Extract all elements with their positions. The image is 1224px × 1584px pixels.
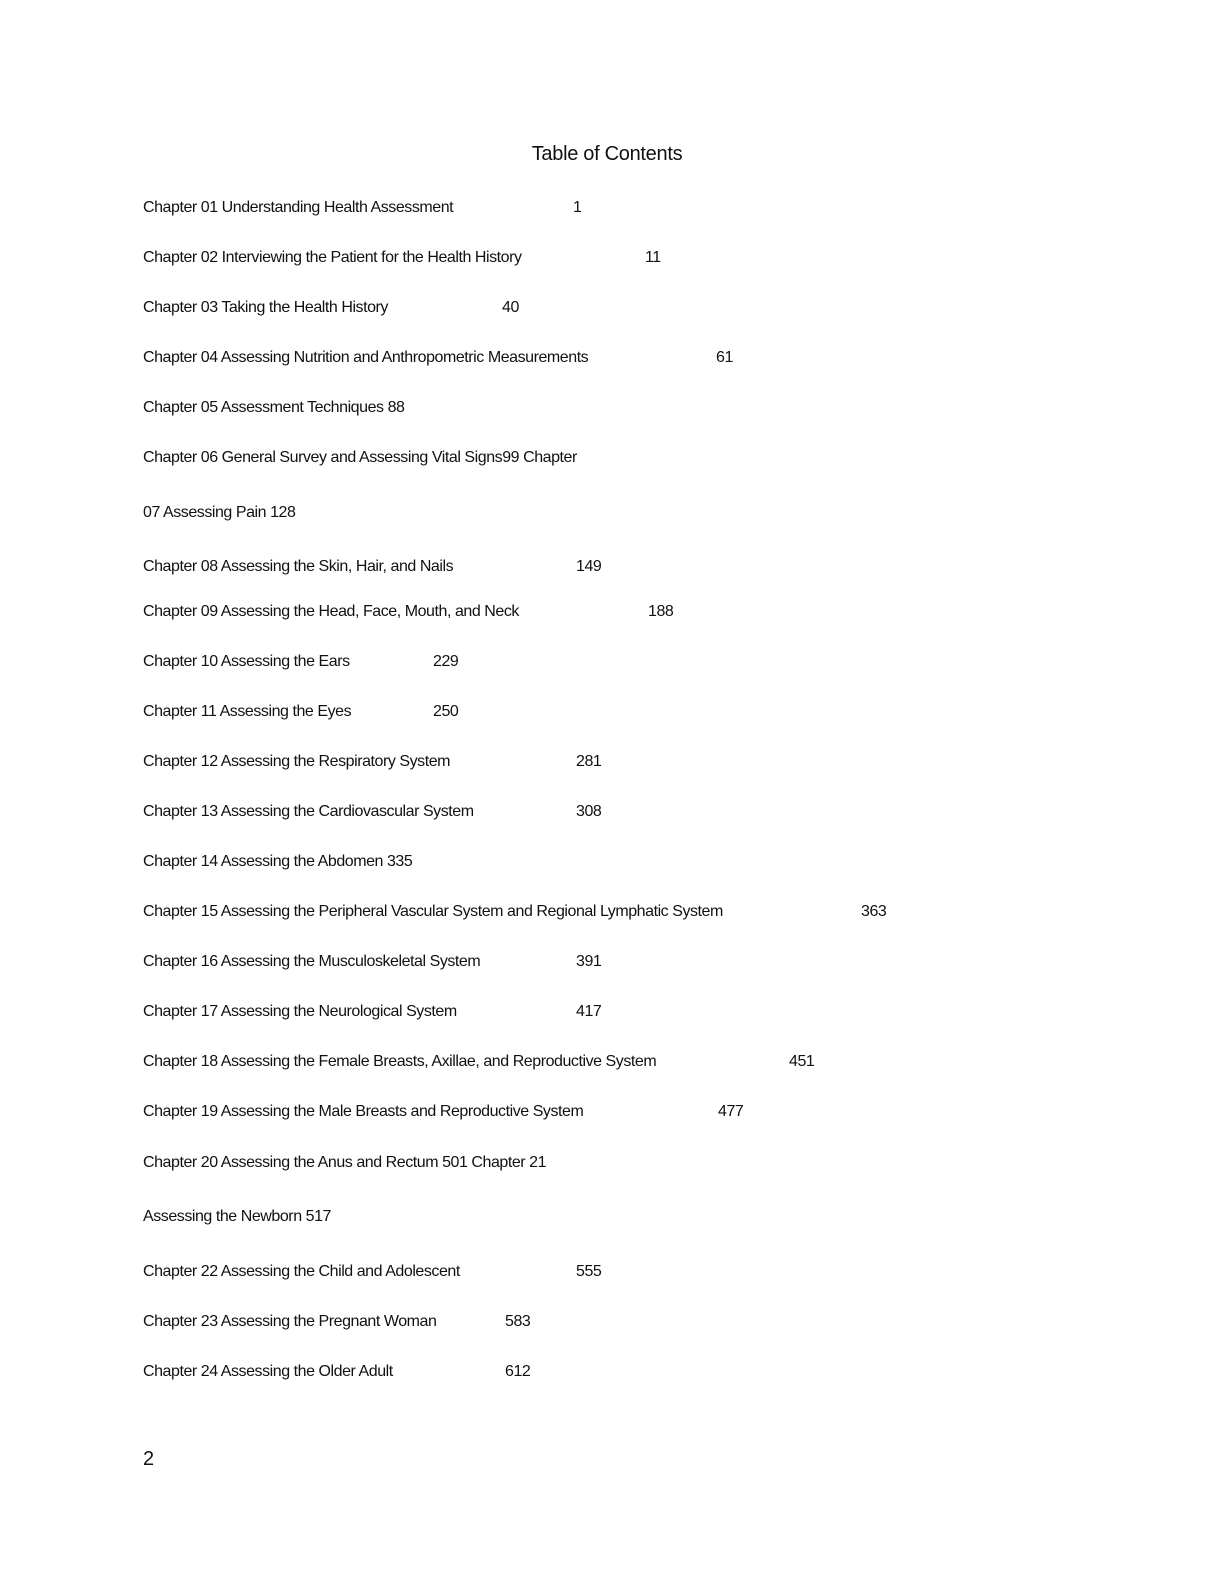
toc-entry-page: 451 (789, 1053, 815, 1070)
toc-entry-page: 1 (573, 199, 582, 216)
toc-entry-page: 250 (433, 703, 459, 720)
toc-entry-page: 583 (505, 1313, 531, 1330)
toc-entry-page: 477 (718, 1103, 744, 1120)
toc-entry-page: 188 (648, 603, 674, 620)
toc-entry-title: Chapter 24 Assessing the Older Adult (143, 1363, 393, 1380)
toc-entry-page: 391 (576, 953, 602, 970)
toc-entry-page: 61 (716, 349, 733, 366)
toc-entry-page: 308 (576, 803, 602, 820)
toc-entry-title: Chapter 22 Assessing the Child and Adolescent (143, 1263, 460, 1280)
toc-entry-title: Chapter 17 Assessing the Neurological System (143, 1003, 457, 1020)
toc-entry-title: Chapter 13 Assessing the Cardiovascular System (143, 803, 474, 820)
toc-entry-title: Chapter 04 Assessing Nutrition and Anthropometric Measurements (143, 349, 589, 366)
toc-entry-page: 229 (433, 653, 459, 670)
toc-entry-title: Assessing the Newborn 517 (143, 1208, 331, 1225)
toc-entry-page: 612 (505, 1363, 531, 1380)
toc-entry-title: Chapter 15 Assessing the Peripheral Vascular System and Regional Lymphatic System (143, 903, 723, 920)
page-number: 2 (143, 1448, 155, 1470)
toc-entry-title: Chapter 12 Assessing the Respiratory System (143, 753, 451, 770)
toc-entry-title: Chapter 08 Assessing the Skin, Hair, and Nails (143, 558, 454, 575)
toc-entry-title: Chapter 16 Assessing the Musculoskeletal System (143, 953, 481, 970)
toc-entry-title: Chapter 19 Assessing the Male Breasts and Reproductive System (143, 1103, 584, 1120)
page-title: Table of Contents (531, 143, 683, 165)
toc-entry-page: 555 (576, 1263, 602, 1280)
toc-entry-title: Chapter 18 Assessing the Female Breasts, Axillae, and Reproductive System (143, 1053, 657, 1070)
toc-entry-title: Chapter 09 Assessing the Head, Face, Mouth, and Neck (143, 603, 519, 620)
toc-entry-title: Chapter 20 Assessing the Anus and Rectum 501 Chapter 21 (143, 1154, 547, 1171)
toc-entry-title: 07 Assessing Pain 128 (143, 504, 296, 521)
toc-entry-title: Chapter 14 Assessing the Abdomen 335 (143, 853, 413, 870)
toc-entry-page: 363 (861, 903, 887, 920)
toc-entry-title: Chapter 06 General Survey and Assessing Vital Signs99 Chapter (143, 449, 577, 466)
toc-entry-page: 149 (576, 558, 602, 575)
toc-entry-page: 40 (502, 299, 519, 316)
toc-entry-title: Chapter 23 Assessing the Pregnant Woman (143, 1313, 437, 1330)
toc-entry-title: Chapter 01 Understanding Health Assessment (143, 199, 454, 216)
toc-entry-page: 281 (576, 753, 602, 770)
toc-entry-title: Chapter 10 Assessing the Ears (143, 653, 350, 670)
toc-entry-title: Chapter 05 Assessment Techniques 88 (143, 399, 405, 416)
toc-entry-title: Chapter 02 Interviewing the Patient for the Health History (143, 249, 522, 266)
toc-entry-title: Chapter 03 Taking the Health History (143, 299, 388, 316)
toc-entry-page: 417 (576, 1003, 602, 1020)
toc-entry-title: Chapter 11 Assessing the Eyes (143, 703, 352, 720)
toc-entry-page: 11 (645, 249, 661, 266)
